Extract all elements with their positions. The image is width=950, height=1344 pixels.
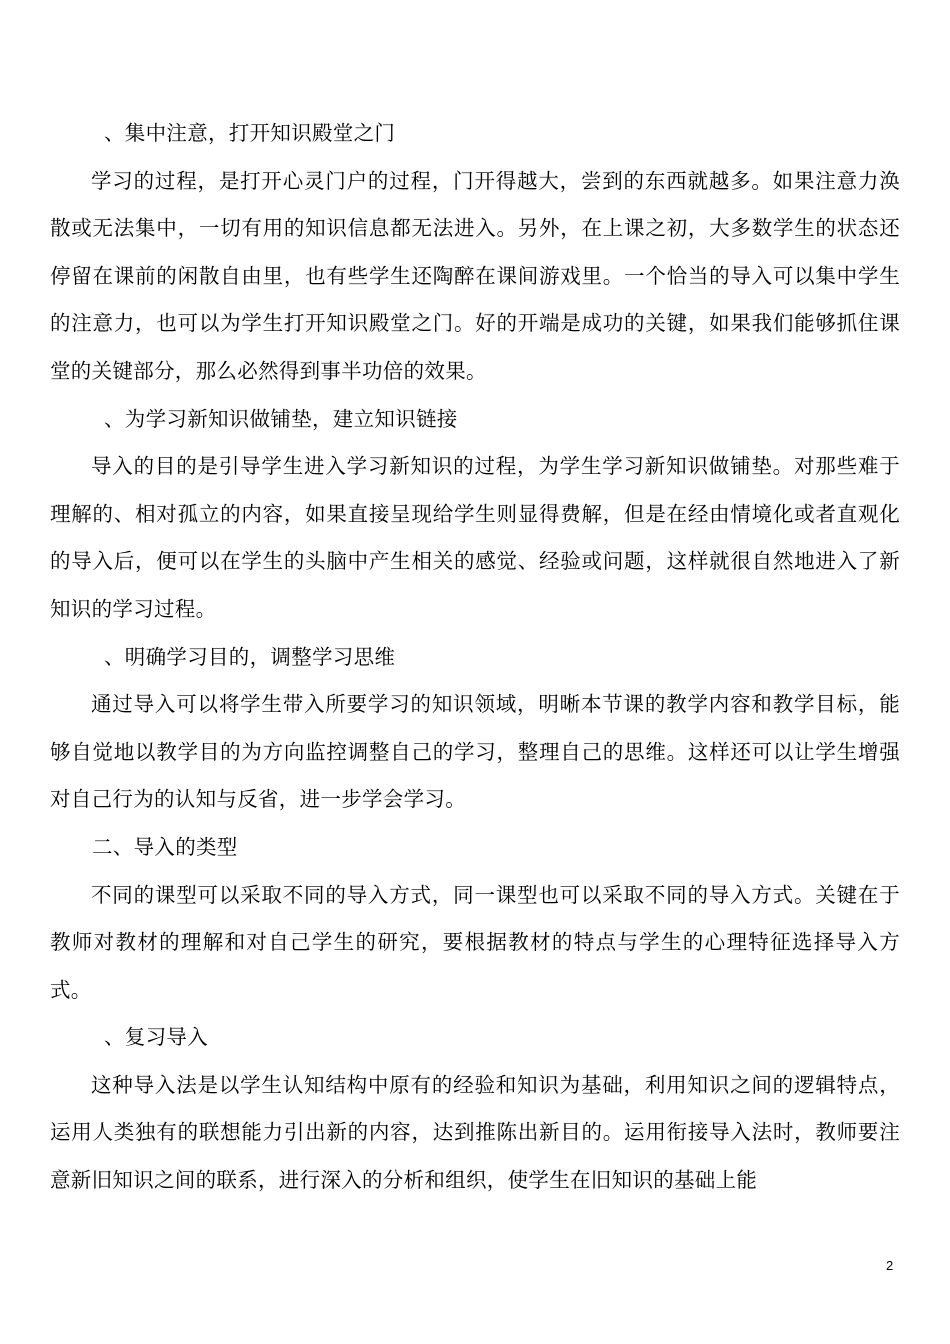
- section-heading-review-intro: 、复习导入: [104, 1025, 208, 1050]
- document-body: [50, 110, 900, 1205]
- section-heading-groundwork: 、为学习新知识做铺垫，建立知识链接: [104, 406, 458, 431]
- paragraph-intro-types: 不同的课型可以采取不同的导入方式，同一课型也可以采取不同的导入方式。关键在于教师对教材的理解和对自己学生的研究，要根据教材的特点与学生的心理特征选择导入方式。: [50, 882, 900, 1002]
- page-number: 2: [886, 1258, 894, 1273]
- paragraph-review-intro: 这种导入法是以学生认知结构中原有的经验和知识为基础，利用知识之间的逻辑特点，运用人类独有的联想能力引出新的内容，达到推陈出新目的。运用衔接导入法时，教师要注意新旧知识之间的联系，进行深入的分析和组织，使学生在旧知识的基础上能: [50, 1072, 900, 1193]
- paragraph-groundwork: 导入的目的是引导学生进入学习新知识的过程，为学生学习新知识做铺垫。对那些难于理解的、相对孤立的内容，如果直接呈现给学生则显得费解，但是在经由情境化或者直观化的导入后，便可以在学生的头脑中产生相关的感觉、经验或问题，这样就很自然地进入了新知识的学习过程。: [50, 454, 900, 621]
- section-heading-learning-goal: 、明确学习目的，调整学习思维: [104, 644, 396, 669]
- paragraph-focus-attention: 学习的过程，是打开心灵门户的过程，门开得越大，尝到的东西就越多。如果注意力涣散或无法集中，一切有用的知识信息都无法进入。另外，在上课之初，大多数学生的状态还停留在课前的闲散自由里，也有些学生还陶醉在课间游戏里。一个恰当的导入可以集中学生的注意力，也可以为学生打开知识殿堂之门。好的开端是成功的关键，如果我们能够抓住课堂的关键部分，那么必然得到事半功倍的效果。: [50, 168, 900, 383]
- section-heading-focus-attention: 、集中注意，打开知识殿堂之门: [104, 121, 396, 145]
- paragraph-learning-goal: 通过导入可以将学生带入所要学习的知识领域，明晰本节课的教学内容和教学目标，能够自觉地以教学目的为方向监控调整自己的学习，整理自己的思维。这样还可以让学生增强对自己行为的认知与反省，进一步学会学习。: [50, 692, 900, 812]
- chapter-heading-intro-types: 二、导入的类型: [92, 834, 238, 859]
